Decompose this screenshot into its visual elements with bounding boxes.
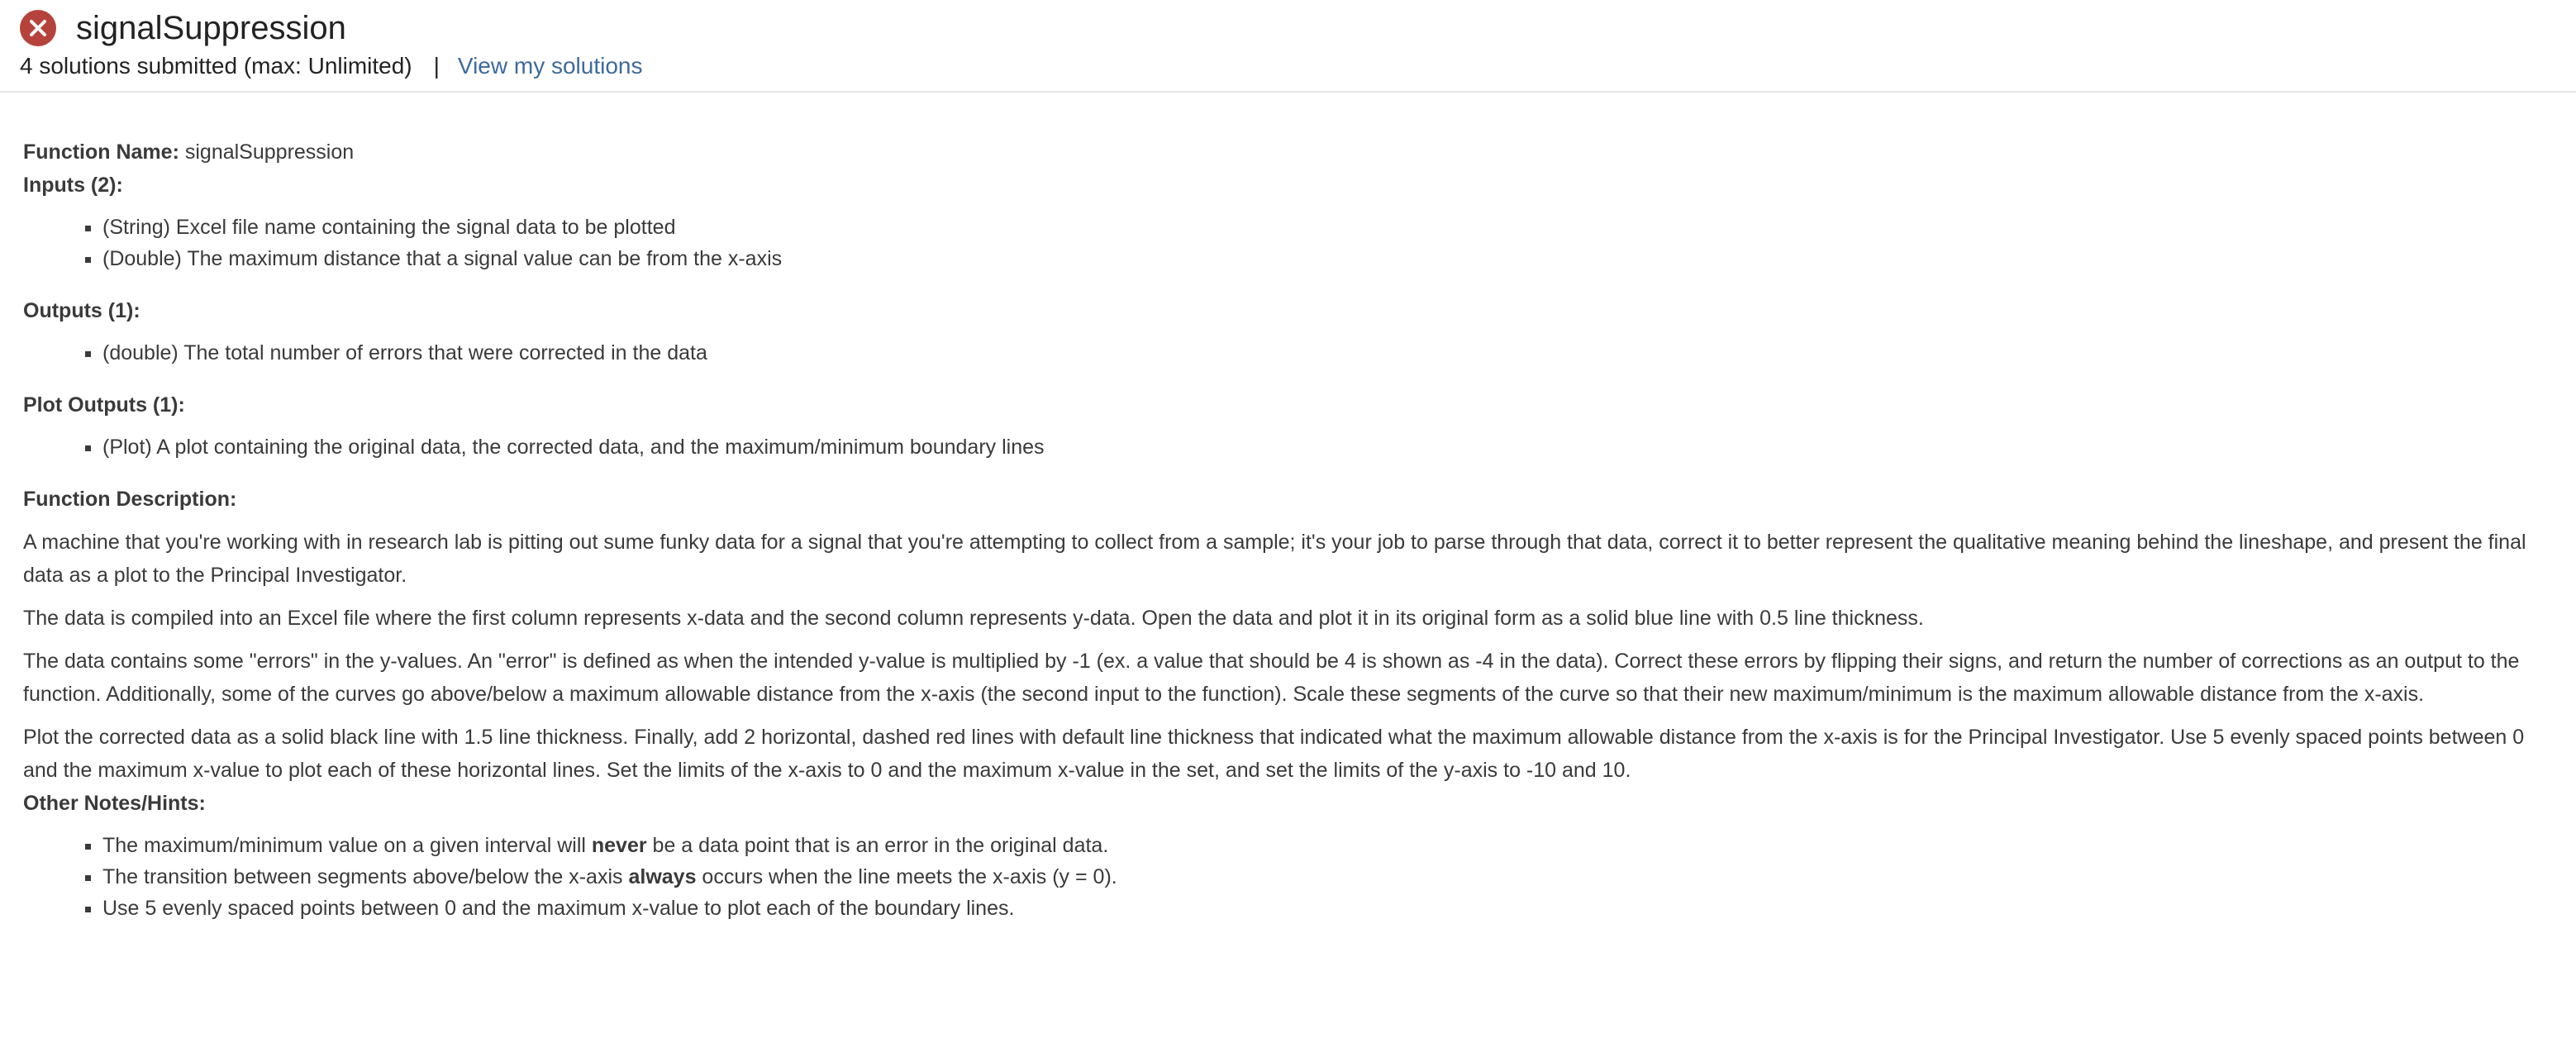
note-text: The maximum/minimum value on a given interval will bbox=[102, 834, 592, 857]
notes-label: Other Notes/Hints: bbox=[23, 792, 206, 815]
notes-list bbox=[23, 830, 2553, 924]
note-text: occurs when the line meets the x-axis (y = 0). bbox=[696, 865, 1117, 888]
note-emphasis: always bbox=[628, 865, 697, 888]
plot-outputs-list bbox=[23, 431, 2553, 463]
separator: | bbox=[433, 53, 440, 79]
note-text: The transition between segments above/below the x-axis bbox=[102, 865, 629, 888]
title-row bbox=[20, 7, 346, 50]
list-item: ▪ (Double) The maximum distance that a signal value can be from the x-axis bbox=[102, 243, 2553, 274]
problem-description bbox=[0, 93, 2576, 924]
note-text: Use 5 evenly spaced points between 0 and the maximum x-value to plot each of the boundary lines. bbox=[102, 897, 1015, 920]
note-emphasis: never bbox=[591, 834, 647, 857]
function-name-label: Function Name: bbox=[23, 140, 179, 164]
problem-header bbox=[0, 0, 2576, 93]
outputs-label: Outputs (1): bbox=[23, 299, 140, 322]
list-item bbox=[102, 893, 2553, 924]
outputs-list bbox=[23, 337, 2553, 369]
view-solutions-link[interactable]: View my solutions bbox=[457, 53, 643, 79]
list-item: ▪ (double) The total number of errors that were corrected in the data bbox=[102, 337, 2553, 369]
page-title: signalSuppression bbox=[76, 10, 346, 46]
list-item bbox=[102, 861, 2553, 893]
submissions-info bbox=[20, 51, 642, 81]
description-paragraph: A machine that you're working with in research lab is pitting out sume funky data for a signal that you're attempting to collect from a sample; it's your job to parse through that data, correct it to better represent the qualitative meaning behind the lineshape, and present the final data as a plot to the Principal Investigator. bbox=[23, 531, 2526, 587]
inputs-list bbox=[23, 212, 2553, 274]
close-circle-icon bbox=[20, 10, 56, 46]
function-name-value: signalSuppression bbox=[184, 140, 355, 164]
function-name-line bbox=[23, 136, 2553, 169]
note-text: be a data point that is an error in the original data. bbox=[646, 834, 1109, 857]
submissions-count: 4 solutions submitted (max: Unlimited) bbox=[20, 53, 412, 79]
plot-outputs-label: Plot Outputs (1): bbox=[23, 393, 185, 417]
description-paragraph: Plot the corrected data as a solid black line with 1.5 line thickness. Finally, add 2 horizontal, dashed red lines with default line thickness that indicated what the maximum allowable distance from the x-axis is for the Principal Investigator. Use 5 evenly spaced points between 0 and the maximum x-value to plot each of these horizontal lines. Set the limits of the x-axis to 0 and the maximum x-value in the set, and set the limits of the y-axis to -10 and 10. bbox=[23, 726, 2525, 782]
list-item: ▪ (Plot) A plot containing the original data, the corrected data, and the maximum/minimum boundary lines bbox=[102, 431, 2553, 463]
inputs-label: Inputs (2): bbox=[23, 174, 123, 197]
description-paragraph: The data is compiled into an Excel file where the first column represents x-data and the second column represents y-data. Open the data and plot it in its original form as a solid blue line with 0.5 line thickness. bbox=[23, 607, 1924, 630]
list-item bbox=[102, 830, 2553, 861]
description-paragraph: The data contains some "errors" in the y-values. An "error" is defined as when the intended y-value is multiplied by -1 (ex. a value that should be 4 is shown as -4 in the data). Correct these errors by flipping their signs, and return the number of corrections as an output to the function. Additionally, some of the curves go above/below a maximum allowable distance from the x-axis (the second input to the function). Scale these segments of the curve so that their new maximum/minimum is the maximum allowable distance from the x-axis. bbox=[23, 650, 2520, 706]
description-label: Function Description: bbox=[23, 488, 237, 511]
list-item: ▪ (String) Excel file name containing the signal data to be plotted bbox=[102, 212, 2553, 243]
